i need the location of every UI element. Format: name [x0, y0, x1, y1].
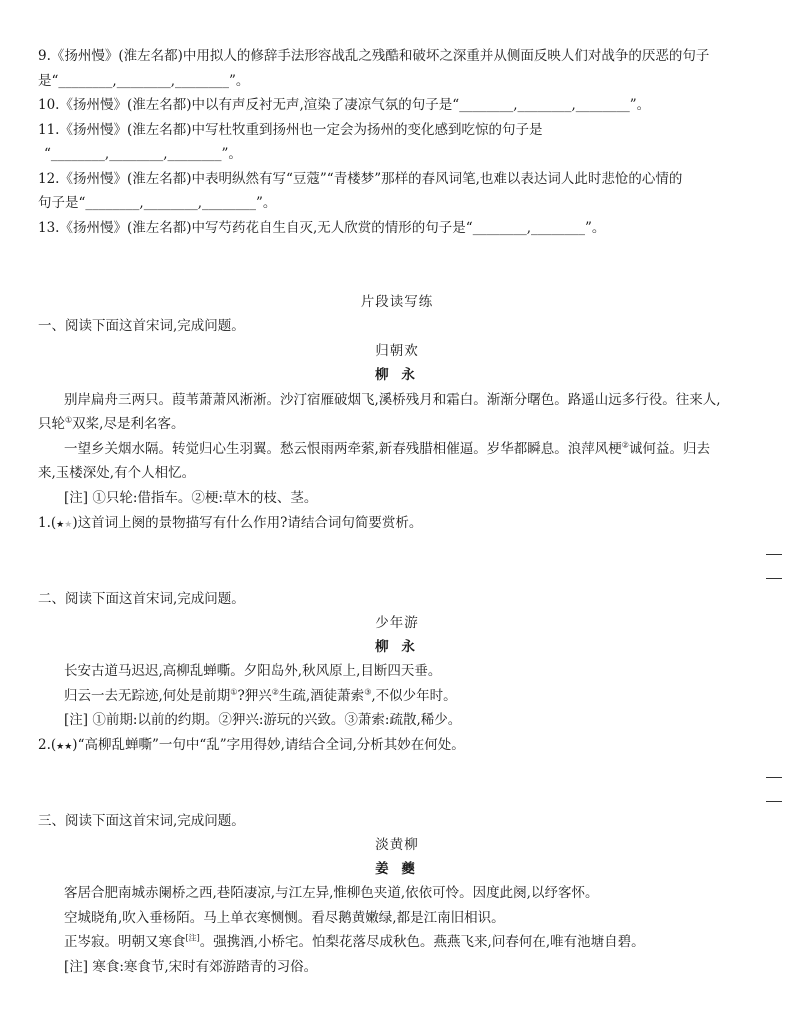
- question-10: 10.《扬州慢》(淮左名都)中以有声反衬无声,渲染了凄凉气氛的句子是“________,________,________”。: [38, 97, 651, 113]
- difficulty-star-half-icon: ★: [64, 520, 73, 530]
- difficulty-star-icon: ★★: [56, 742, 73, 752]
- question-9-line2: 是“________,________,________”。: [38, 73, 250, 89]
- part3-author: 姜 夔: [375, 861, 419, 877]
- part3-heading: 三、阅读下面这首宋词,完成问题。: [38, 813, 245, 829]
- part2-poem-title: 少年游: [375, 615, 419, 631]
- section-title: 片段读写练: [360, 294, 434, 310]
- question-12-line1: 12.《扬州慢》(淮左名都)中表明纵然有写“豆蔻”“青楼梦”那样的春风词笔,也难以表达词人此时悲怆的心情的: [38, 171, 683, 187]
- part3-preface: 客居合肥南城赤阑桥之西,巷陌凄凉,与江左异,惟柳色夹道,依依可怜。因度此阕,以纾客怀。: [64, 885, 599, 901]
- question-11-line1: 11.《扬州慢》(淮左名都)中写杜牧重到扬州也一定会为扬州的变化感到吃惊的句子是: [38, 122, 543, 138]
- question-11-line2: “________,________,________”。: [44, 146, 242, 162]
- part3-poem-line2: 正岑寂。明朝又寒食[注]。强携酒,小桥宅。怕梨花落尽成秋色。燕燕飞来,问春何在,唯有池塘自碧。: [64, 933, 645, 950]
- answer-line: [766, 777, 782, 778]
- answer-line: [766, 578, 782, 579]
- part1-heading: 一、阅读下面这首宋词,完成问题。: [38, 318, 245, 334]
- part1-poem-title: 归朝欢: [375, 343, 419, 359]
- part2-poem-line2: 归云一去无踪迹,何处是前期①?狎兴②生疏,酒徒萧索③,不似少年时。: [64, 687, 457, 704]
- part3-note: [注] 寒食:寒食节,宋时有郊游踏青的习俗。: [64, 959, 318, 975]
- part2-note: [注] ①前期:以前的约期。②狎兴:游玩的兴致。③萧索:疏散,稀少。: [64, 712, 462, 728]
- answer-line: [766, 801, 782, 802]
- part2-poem-line1: 长安古道马迟迟,高柳乱蝉嘶。夕阳岛外,秋风原上,目断四天垂。: [64, 663, 442, 679]
- question-12-line2: 句子是“________,________,________”。: [38, 195, 277, 211]
- part1-note: [注] ①只轮:借指车。②梗:草木的枝、茎。: [64, 490, 318, 506]
- answer-line: [766, 554, 782, 555]
- part1-question: 1.(★★)这首词上阕的景物描写有什么作用?请结合词句简要赏析。: [38, 515, 423, 531]
- part3-poem-title: 淡黄柳: [375, 837, 419, 853]
- question-13: 13.《扬州慢》(淮左名都)中写芍药花自生自灭,无人欣赏的情形的句子是“________,________”。: [38, 220, 606, 236]
- part3-poem-line1: 空城晓角,吹入垂杨陌。马上单衣寒恻恻。看尽鹅黄嫩绿,都是江南旧相识。: [64, 910, 505, 926]
- part2-question: 2.(★★)“高柳乱蝉嘶”一句中“乱”字用得妙,请结合全词,分析其妙在何处。: [38, 737, 465, 753]
- question-9-line1: 9.《扬州慢》(淮左名都)中用拟人的修辞手法形容战乱之残酷和破坏之深重并从侧面反映人们对战争的厌恶的句子: [38, 48, 710, 64]
- difficulty-star-icon: ★: [56, 520, 65, 530]
- part1-poem-line1: 别岸扁舟三两只。葭苇萧萧风淅淅。沙汀宿雁破烟飞,溪桥残月和霜白。渐渐分曙色。路遥山远多行役。往来人,: [64, 392, 721, 408]
- part1-poem-line4: 来,玉楼深处,有个人相忆。: [38, 465, 196, 481]
- part1-poem-line3: 一望乡关烟水隔。转觉归心生羽翼。愁云恨雨两牵萦,新春残腊相催逼。岁华都瞬息。浪萍风梗②诚何益。归去: [64, 440, 710, 457]
- part2-heading: 二、阅读下面这首宋词,完成问题。: [38, 591, 245, 607]
- part1-author: 柳 永: [375, 367, 419, 383]
- part2-author: 柳 永: [375, 639, 419, 655]
- part1-poem-line2: 只轮①双桨,尽是利名客。: [38, 415, 185, 432]
